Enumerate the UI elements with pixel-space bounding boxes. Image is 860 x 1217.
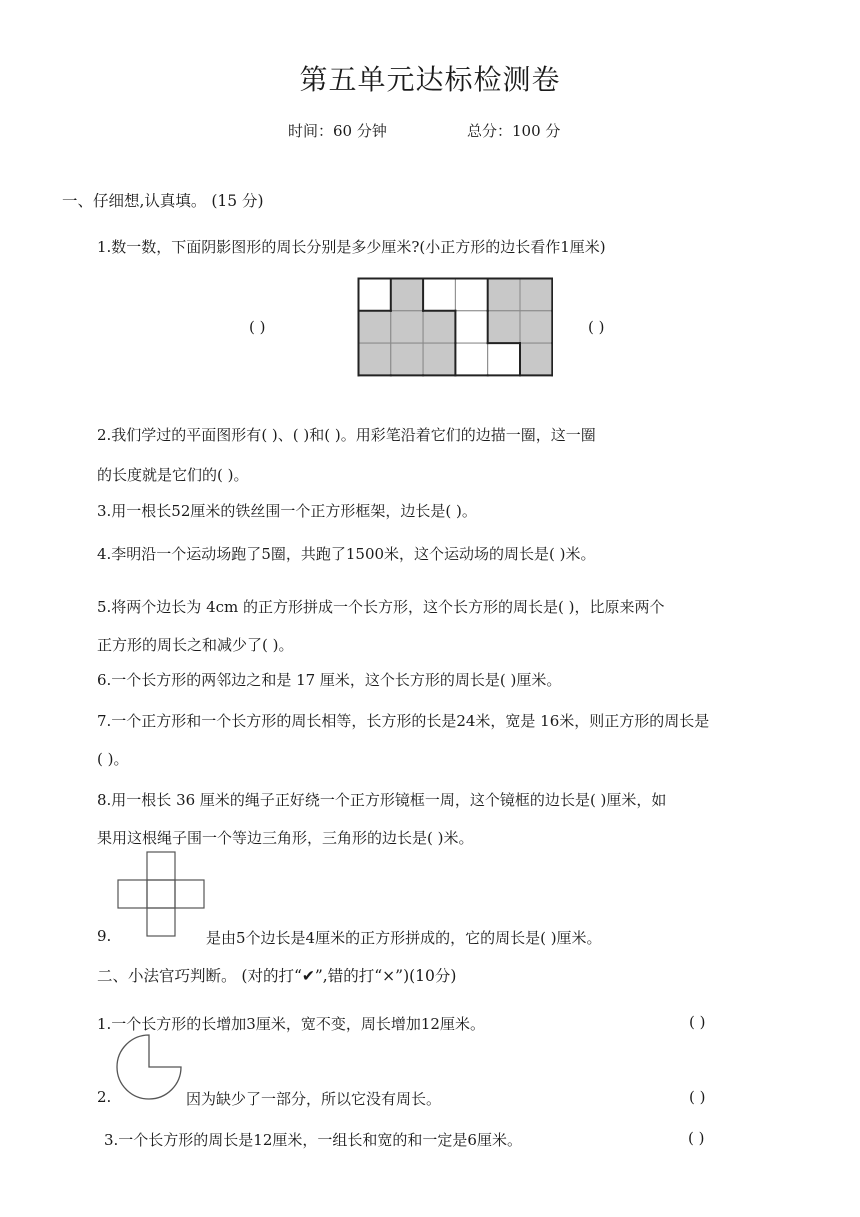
grid-cell-blank xyxy=(455,279,487,311)
judge-answer-2[interactable]: ( ) xyxy=(689,1088,706,1106)
time-info: 时间：60 分钟 xyxy=(288,122,387,140)
question-1-7-line1: 7.一个正方形和一个长方形的周长相等，长方形的长是24米，宽是 16米，则正方形的周长是 xyxy=(97,712,710,730)
shaded-grid-figure xyxy=(357,277,553,379)
question-1-2-line1: 2.我们学过的平面图形有( )、( )和( )。用彩笔沿着它们的边描一圈，这一圈 xyxy=(97,426,596,444)
cross-shape-figure xyxy=(116,850,206,940)
grid-cell-blank xyxy=(455,343,487,375)
grid-cell-shaded xyxy=(391,279,423,311)
judge-question-3: 3.一个长方形的周长是12厘米，一组长和宽的和一定是6厘米。 xyxy=(104,1131,522,1149)
judge-question-2: 因为缺少了一部分，所以它没有周长。 xyxy=(186,1090,442,1108)
question-1-5-line2: 正方形的周长之和减少了( )。 xyxy=(97,636,294,654)
page-title: 第五单元达标检测卷 xyxy=(299,63,561,96)
section-1-heading: 一、仔细想,认真填。 (15 分) xyxy=(62,192,264,210)
total-score-info: 总分：100 分 xyxy=(467,122,561,140)
judge-answer-1[interactable]: ( ) xyxy=(689,1013,706,1031)
question-1-5-line1: 5.将两个边长为 4cm 的正方形拼成一个长方形，这个长方形的周长是( )，比原来两个 xyxy=(97,598,665,616)
question-1-9-number: 9. xyxy=(97,927,112,945)
section-2-heading: 二、小法官巧判断。 (对的打“✔”,错的打“×”)(10分) xyxy=(97,967,457,985)
incomplete-circle-figure xyxy=(114,1032,184,1102)
grid-cell-shaded xyxy=(488,279,520,311)
grid-cell-shaded xyxy=(423,343,455,375)
grid-cell-shaded xyxy=(488,311,520,343)
grid-cell-shaded xyxy=(520,311,552,343)
judge-question-2-number: 2. xyxy=(97,1088,112,1106)
grid-cell-shaded xyxy=(359,343,391,375)
grid-cell-shaded xyxy=(391,343,423,375)
question-1-4: 4.李明沿一个运动场跑了5圈，共跑了1500米，这个运动场的周长是( )米。 xyxy=(97,545,596,563)
grid-cell-blank xyxy=(455,311,487,343)
question-1-1: 1.数一数，下面阴影图形的周长分别是多少厘米?(小正方形的边长看作1厘米) xyxy=(97,238,606,256)
question-1-9: 是由5个边长是4厘米的正方形拼成的，它的周长是( )厘米。 xyxy=(206,929,602,947)
question-1-6: 6.一个长方形的两邻边之和是 17 厘米，这个长方形的周长是( )厘米。 xyxy=(97,671,562,689)
answer-blank-left[interactable]: ( ) xyxy=(249,318,266,336)
question-1-8-line2: 果用这根绳子围一个等边三角形，三角形的边长是( )米。 xyxy=(97,829,474,847)
grid-cell-blank xyxy=(359,279,391,311)
question-1-8-line1: 8.用一根长 36 厘米的绳子正好绕一个正方形镜框一周，这个镜框的边长是( )厘米，如 xyxy=(97,791,667,809)
grid-cell-shaded xyxy=(359,311,391,343)
grid-cell-blank xyxy=(423,279,455,311)
question-1-7-line2: ( )。 xyxy=(97,750,129,768)
grid-cell-blank xyxy=(488,343,520,375)
grid-cell-shaded xyxy=(391,311,423,343)
judge-answer-3[interactable]: ( ) xyxy=(688,1129,705,1147)
answer-blank-right[interactable]: ( ) xyxy=(588,318,605,336)
question-1-3: 3.用一根长52厘米的铁丝围一个正方形框架，边长是( )。 xyxy=(97,502,477,520)
grid-cell-shaded xyxy=(423,311,455,343)
question-1-2-line2: 的长度就是它们的( )。 xyxy=(97,466,249,484)
grid-cell-shaded xyxy=(520,343,552,375)
judge-question-1: 1.一个长方形的长增加3厘米，宽不变，周长增加12厘米。 xyxy=(97,1015,485,1033)
grid-cell-shaded xyxy=(520,279,552,311)
